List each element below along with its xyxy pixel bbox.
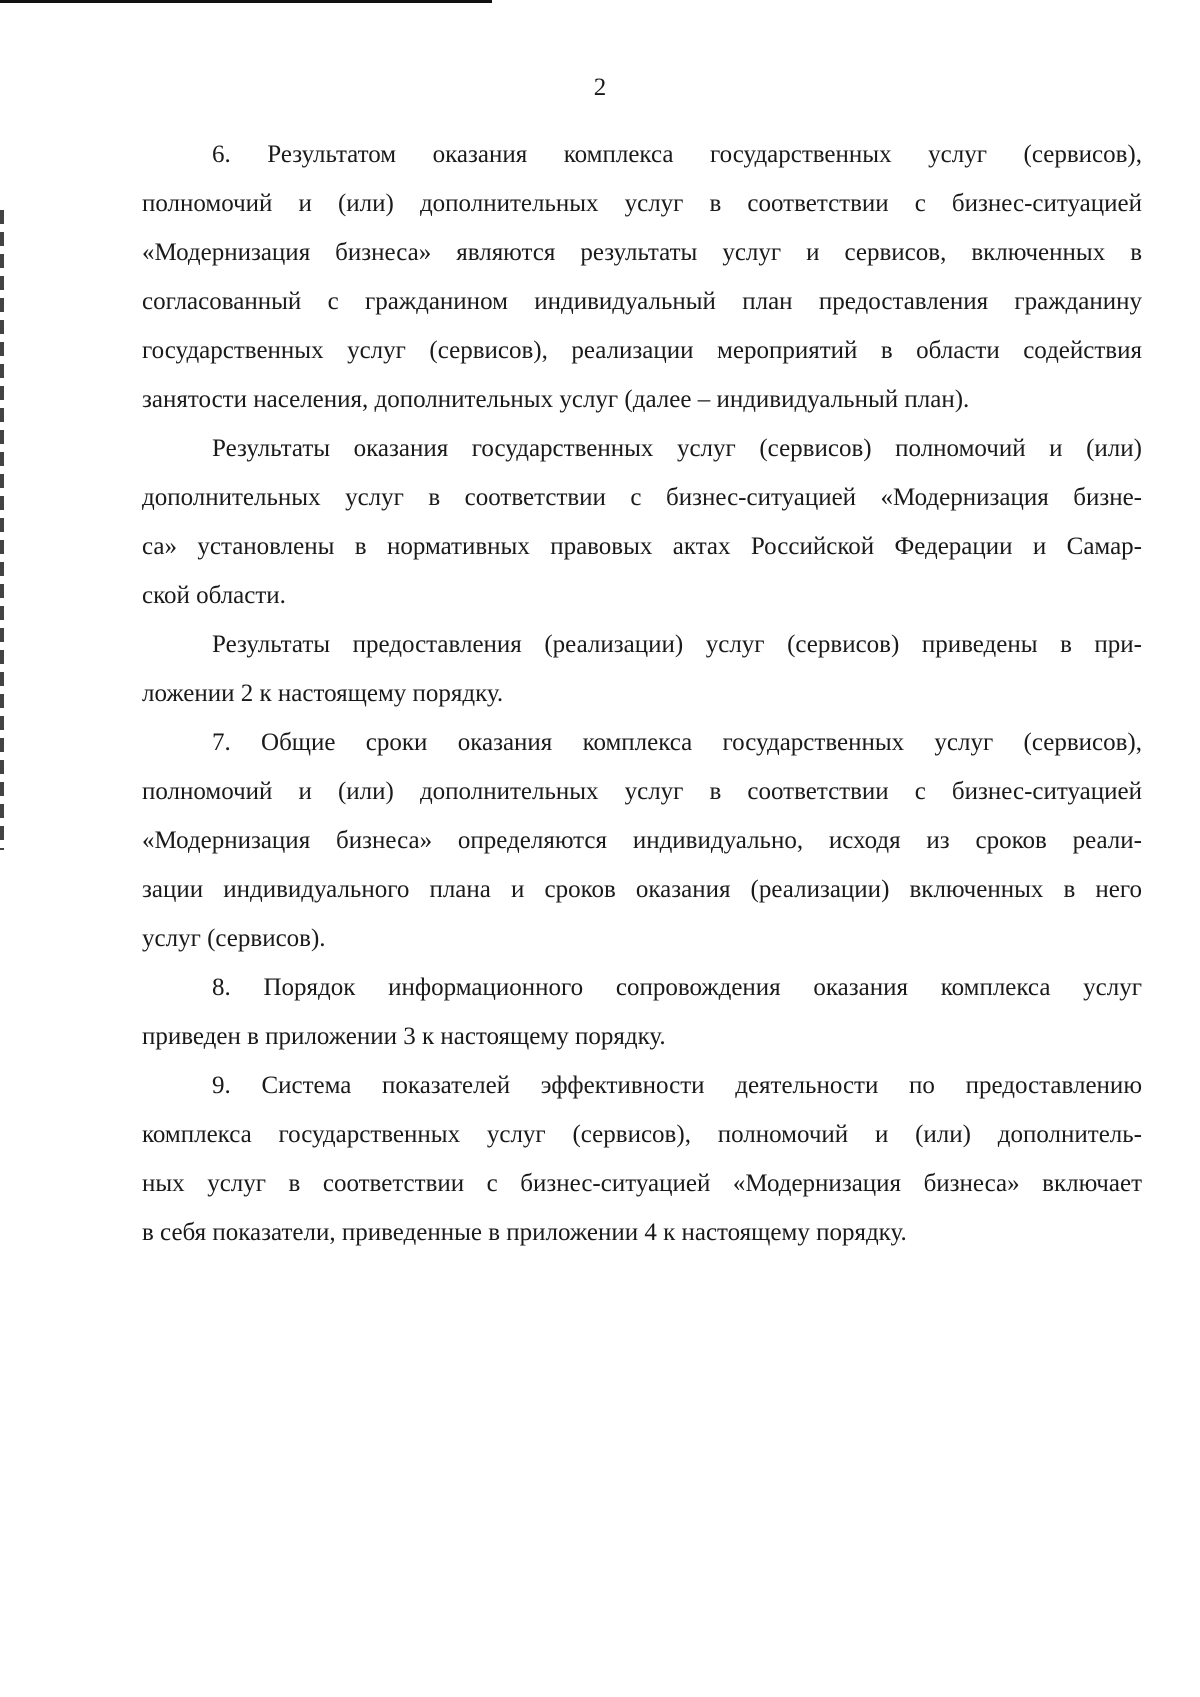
paragraph-item-6 [142, 130, 1142, 424]
text-line: приведен в приложении 3 к настоящему порядку. [142, 1023, 666, 1050]
paragraph-item-9 [142, 1061, 1142, 1257]
text-line: 6. Результатом оказания комплекса государственных услуг (сервисов), [212, 141, 1142, 168]
text-line: 8. Порядок информационного сопровождения оказания комплекса услуг [212, 974, 1142, 1001]
text-line: в себя показатели, приведенные в приложении 4 к настоящему порядку. [142, 1219, 907, 1246]
scan-top-bar [0, 0, 492, 3]
text-line: комплекса государственных услуг (сервисов), полномочий и (или) дополнитель- [142, 1121, 1142, 1148]
text-line: занятости населения, дополнительных услуг (далее – индивидуальный план). [142, 386, 970, 413]
text-line: зации индивидуального плана и сроков оказания (реализации) включенных в него [142, 876, 1142, 903]
text-line: дополнительных услуг в соответствии с бизнес-ситуацией «Модернизация бизне- [142, 484, 1142, 511]
text-line: ных услуг в соответствии с бизнес-ситуацией «Модернизация бизнеса» включает [142, 1170, 1142, 1197]
text-line: полномочий и (или) дополнительных услуг в соответствии с бизнес-ситуацией [142, 778, 1142, 805]
text-line: «Модернизация бизнеса» определяются индивидуально, исходя из сроков реали- [142, 827, 1142, 854]
text-line: ложении 2 к настоящему порядку. [142, 680, 504, 707]
text-line: «Модернизация бизнеса» являются результаты услуг и сервисов, включенных в [142, 239, 1142, 266]
text-line: услуг (сервисов). [142, 925, 326, 952]
document-body [142, 130, 1142, 1257]
page-number: 2 [593, 74, 607, 101]
text-line: 7. Общие сроки оказания комплекса государственных услуг (сервисов), [212, 729, 1142, 756]
text-line: 9. Система показателей эффективности деятельности по предоставлению [212, 1072, 1142, 1099]
text-line: са» установлены в нормативных правовых актах Российской Федерации и Самар- [142, 533, 1142, 560]
text-line: согласованный с гражданином индивидуальный план предоставления гражданину [142, 288, 1142, 315]
paragraph-results-legal [142, 424, 1142, 620]
paragraph-item-7 [142, 718, 1142, 963]
paragraph-results-appendix [142, 620, 1142, 718]
scan-left-edge [0, 210, 4, 850]
text-line: Результаты предоставления (реализации) услуг (сервисов) приведены в при- [212, 631, 1142, 658]
text-line: Результаты оказания государственных услуг (сервисов) полномочий и (или) [212, 435, 1142, 462]
text-line: полномочий и (или) дополнительных услуг в соответствии с бизнес-ситуацией [142, 190, 1142, 217]
paragraph-item-8 [142, 963, 1142, 1061]
text-line: государственных услуг (сервисов), реализации мероприятий в области содействия [142, 337, 1142, 364]
text-line: ской области. [142, 582, 286, 609]
